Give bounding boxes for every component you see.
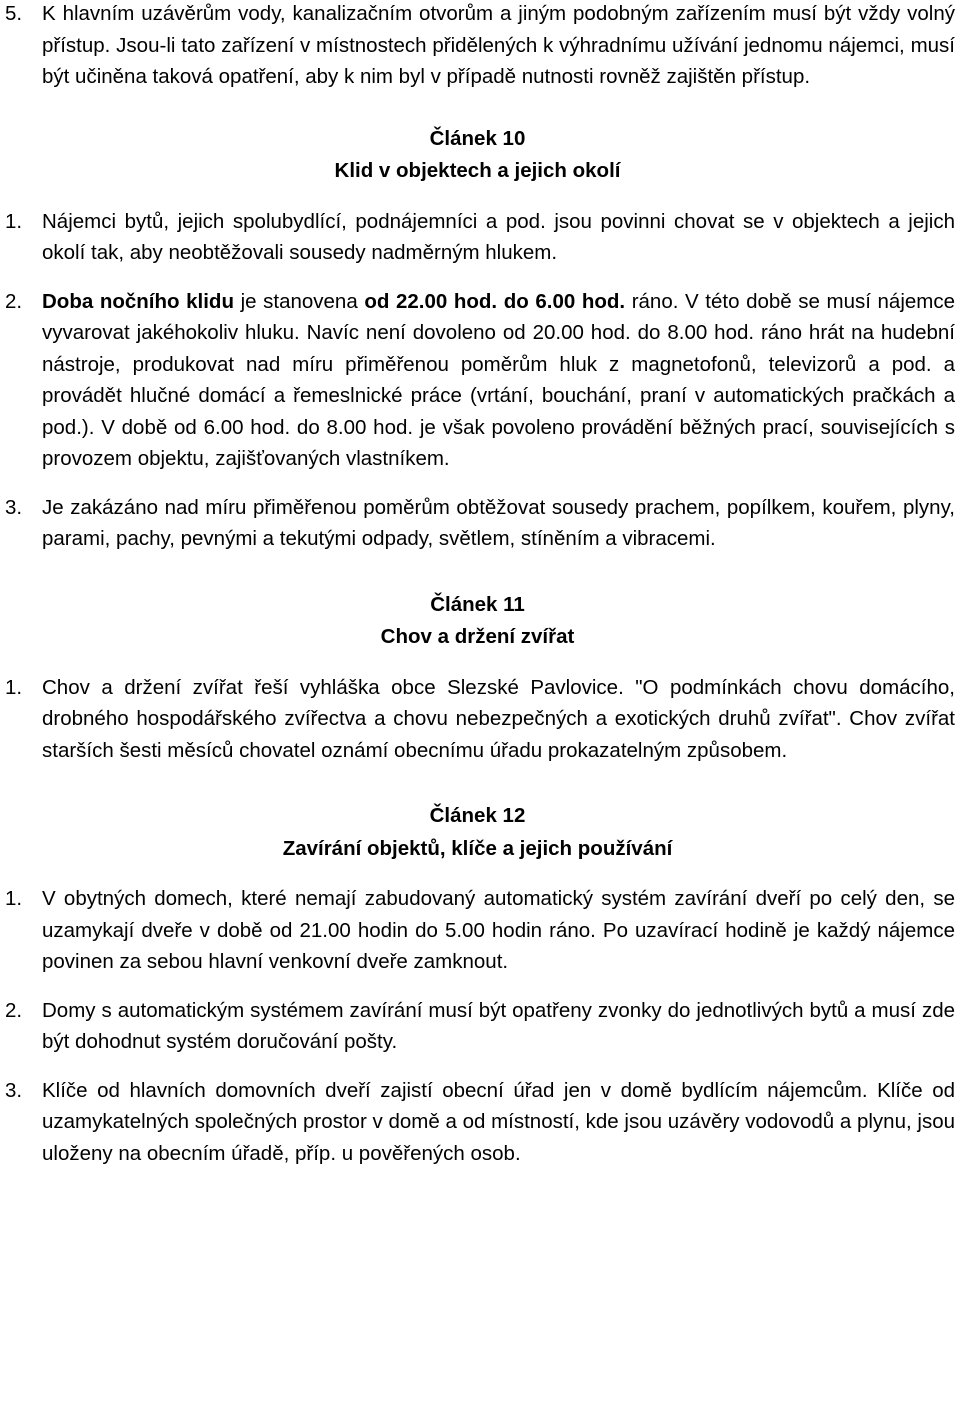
item-text: Je zakázáno nad míru přiměřenou poměrům obtěžovat sousedy prachem, popílkem, kouřem, plyny, parami, pachy, pevnými a tekutými odpady, světlem, stíněním a vibracemi. xyxy=(42,495,955,550)
article-title: Článek 12 xyxy=(429,804,526,827)
text-bold: od 22.00 hod. do 6.00 hod. xyxy=(364,289,626,313)
item-number: 1. xyxy=(5,675,23,699)
item-text xyxy=(42,286,955,475)
list-item xyxy=(0,286,955,475)
item-text: Klíče od hlavních domovních dveří zajistí obecní úřad jen v domě bydlícím nájemcům. Klíče od uzamykatelných společných prostor v domě a od místností, kde jsou uzávěry vodovodů a plynu, jsou uloženy na obecním úřadě, příp. u pověřených osob. xyxy=(42,1078,955,1165)
item-number: 5. xyxy=(5,2,23,25)
article-title: Článek 10 xyxy=(429,126,526,150)
list-item xyxy=(0,492,955,555)
item-number: 3. xyxy=(5,495,23,519)
item-text: K hlavním uzávěrům vody, kanalizačním otvorům a jiným podobným zařízením musí být vždy volný přístup. Jsou-li tato zařízení v místnostech přidělených k výhradnímu užívání jednomu nájemci, musí být učiněna taková opatření, aby k nim byl v případě nutnosti rovněž zajištěn přístup. xyxy=(42,2,955,88)
item-number: 3. xyxy=(5,1078,23,1102)
item-number: 2. xyxy=(5,998,23,1022)
text-run: ráno. V této době se musí nájemce vyvarovat jakéhokoliv hluku. Navíc není dovoleno od 20.00 hod. do 8.00 hod. ráno hrát na hudební nástroje, produkovat nad míru přiměřenou poměrům hluk z magnetofonů, televizorů a pod. a provádět hlučné domácí a řemeslnické práce (vrtání, bouchání, praní v automatických pračkách a pod.). V době od 6.00 hod. do 8.00 hod. je však povoleno provádění běžných prací, souvisejících s provozem objektu, zajišťovaných vlastníkem. xyxy=(42,289,956,470)
list-item xyxy=(0,0,955,93)
list-item xyxy=(0,672,955,767)
item-text: Domy s automatickým systémem zavírání musí být opatřeny zvonky do jednotlivých bytů a musí zde být dohodnut systém doručování pošty. xyxy=(42,998,955,1053)
item-text: Nájemci bytů, jejich spolubydlící, podnájemníci a pod. jsou povinni chovat se v objektech a jejich okolí tak, aby neobtěžovali sousedy nadměrným hlukem. xyxy=(42,209,955,264)
item-text: V obytných domech, které nemají zabudovaný automatický systém zavírání dveří po celý den, se uzamykají dveře v době od 21.00 hodin do 5.00 hodin ráno. Po uzavírací hodině je každý nájemce povinen za sebou hlavní venkovní dveře zamknout. xyxy=(42,887,955,973)
article-subtitle: Klid v objektech a jejich okolí xyxy=(334,159,621,182)
text-run: je stanovena xyxy=(233,289,365,313)
list-item xyxy=(0,206,955,269)
item-text: Chov a držení zvířat řeší vyhláška obce Slezské Pavlovice. "O podmínkách chovu domácího, drobného hospodářského zvířectva a chovu nebezpečných a exotických druhů zvířat". Chov zvířat starších šesti měsíců chovatel oznámí obecnímu úřadu prokazatelným způsobem. xyxy=(42,675,955,762)
item-number: 2. xyxy=(5,289,23,313)
article-title: Článek 11 xyxy=(430,592,525,616)
article-subtitle: Zavírání objektů, klíče a jejich používání xyxy=(282,836,673,860)
list-item xyxy=(0,1075,955,1170)
list-item xyxy=(0,995,955,1058)
text-bold: Doba nočního klidu xyxy=(42,289,234,313)
item-number: 1. xyxy=(5,887,23,910)
list-item xyxy=(0,883,955,978)
article-subtitle: Chov a držení zvířat xyxy=(380,625,575,648)
item-number: 1. xyxy=(5,209,23,233)
